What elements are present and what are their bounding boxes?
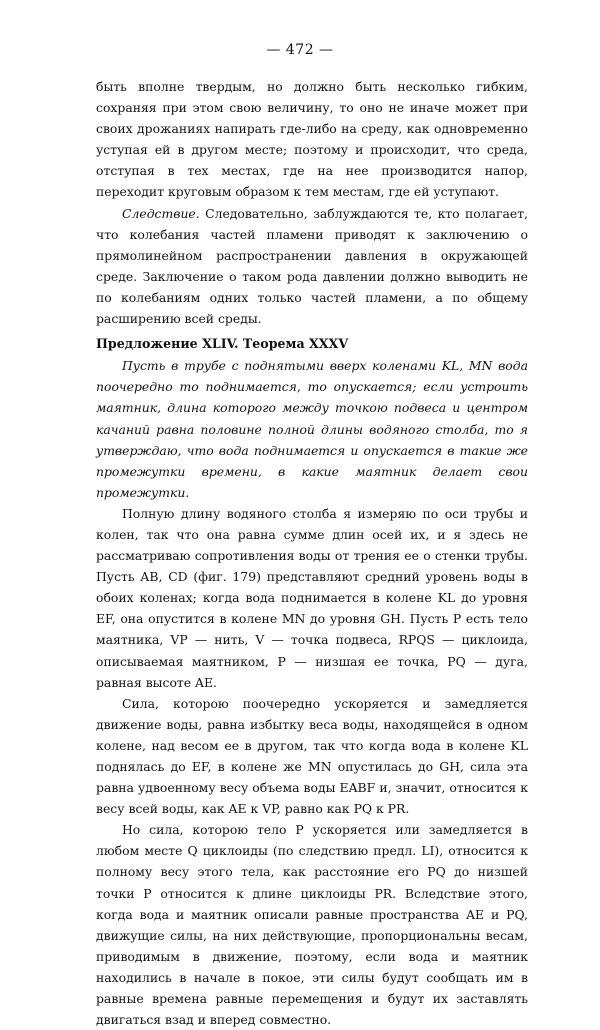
page-body [96,76,528,1030]
corollary-label: Следствие. [122,205,200,221]
paragraph-proof-1: Полную длину водяного столба я измеряю по оси трубы и колен, так что она равна сумме длин осей их, и я здесь не рассматриваю сопротивления воды от трения ее о стенки трубы. Пусть AB, CD (фиг. 179) представляют средний уровень воды в обоих коленах; когда вода поднимается в колене KL до уровня EF, она опустится в колене MN до уровня GH. Пусть P есть тело маятника, VP — нить, V — точка подвеса, RPQS — циклоида, описываемая маятником, P — низшая ее точка, PQ — дуга, равная высоте AE. [96,505,528,690]
paragraph-proof-2: Сила, которою поочередно ускоряется и замедляется движение воды, равна избытку веса воды, находящейся в одном колене, над весом ее в другом, так что когда вода в колене KL поднялась до EF, в колене же MN опустилась до GH, сила эта равна удвоенному весу объема воды EABF и, значит, относится к весу всей воды, как AE к VP, равно как PQ к PR. [96,695,528,817]
page-number: — 472 — [266,42,334,58]
theorem-statement: Пусть в трубе с поднятыми вверх коленами KL, MN вода поочередно то поднимается, то опускается; если устроить маятник, длина которого между точкою подвеса и центром качаний равна половине полной длины водяного столба, то я утверждаю, что вода поднимается и опускается в такие же промежутки времени, в какие маятник делает свои промежутки. [96,358,528,500]
proposition-heading: Предложение XLIV. Теорема XXXV [96,336,349,352]
corollary-text: Следовательно, заблуждаются те, кто полагает, что колебания частей пламени приводят к заключению о прямолинейном распространении давления в окружающей среде. Заключение о таком рода давлении должно выводить не по колебаниям одних только частей пламени, а по общему расширению всей среды. [96,205,528,327]
paragraph-continuation: быть вполне твердым, но должно быть несколько гибким, сохраняя при этом свою величину, то оно не иначе может при своих дрожаниях напирать где-либо на среду, как одновременно уступая ей в другом месте; поэтому и происходит, что среда, отступая в тех местах, где на нее производится напор, переходит круговым образом к тем местам, где ей уступают. [96,79,528,200]
paragraph-proof-3: Но сила, которою тело P ускоряется или замедляется в любом месте Q циклоиды (по следствию предл. LI), относится к полному весу этого тела, как расстояние его PQ до низшей точки P относится к длине циклоиды PR. Вследствие этого, когда вода и маятник описали равные пространства AE и PQ, движущие силы, на них действующие, пропорциональны весам, приводимым в движение, поэтому, если вода и маятник находились в начале в покое, эти силы будут сообщать им в равные времена равные перемещения и будут их заставлять двигаться взад и вперед совместно. [96,822,528,1028]
paragraph-corollary [96,203,528,330]
